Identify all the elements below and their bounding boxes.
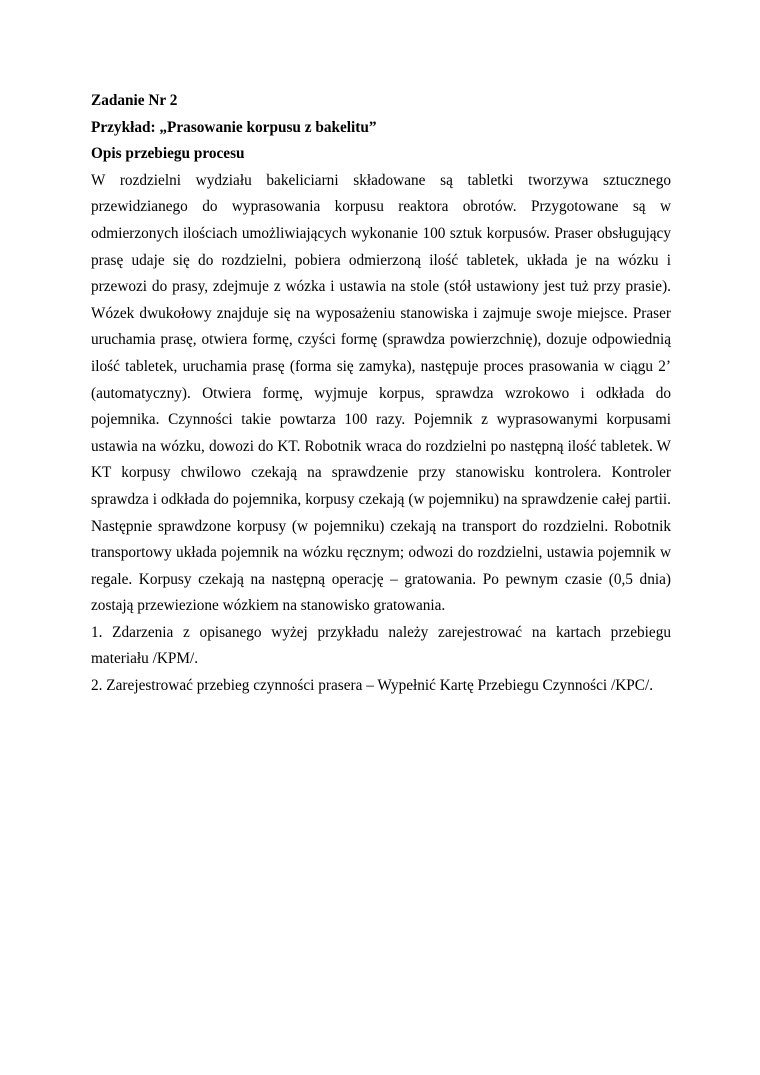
task-title: Zadanie Nr 2	[91, 92, 178, 109]
document-content	[91, 88, 671, 700]
process-description: W rozdzielni wydziału bakeliciarni składowane są tabletki tworzywa sztucznego przewidzianego do wyprasowania korpusu reaktora obrotów. Przygotowane są w odmierzonych ilościach umożliwiających wykonanie 100 sztuk korpusów. Praser obsługujący prasę udaje się do rozdzielni, pobiera odmierzoną ilość tabletek, układa je na wózku i przewozi do prasy, zdejmuje z wózka i ustawia na stole (stół ustawiony jest tuż przy prasie). Wózek dwukołowy znajduje się na wyposażeniu stanowiska i zajmuje swoje miejsce. Praser uruchamia prasę, otwiera formę, czyści formę (sprawdza powierzchnię), dozuje odpowiednią ilość tabletek, uruchamia prasę (forma się zamyka), następuje proces prasowania w ciągu 2’ (automatyczny). Otwiera formę, wyjmuje korpus, sprawdza wzrokowo i odkłada do pojemnika. Czynności takie powtarza 100 razy. Pojemnik z wyprasowanymi korpusami ustawia na wózku, dowozi do KT. Robotnik wraca do rozdzielni po następną ilość tabletek. W KT korpusy chwilowo czekają na sprawdzenie przy stanowisku kontrolera. Kontroler sprawdza i odkłada do pojemnika, korpusy czekają (w pojemniku) na sprawdzenie całej partii. Następnie sprawdzone korpusy (w pojemniku) czekają na transport do rozdzielni. Robotnik transportowy układa pojemnik na wózku ręcznym; odwozi do rozdzielni, ustawia pojemnik w regale. Korpusy czekają na następną operację – gratowania. Po pewnym czasie (0,5 dnia) zostają przewiezione wózkiem na stanowisko gratowania.	[91, 171, 671, 615]
example-title: Przykład: „Prasowanie korpusu z bakelitu”	[91, 118, 377, 136]
task-item-2: 2. Zarejestrować przebieg czynności prasera – Wypełnić Kartę Przebiegu Czynności /KPC/.	[91, 677, 654, 695]
section-title: Opis przebiegu procesu	[91, 145, 245, 163]
task-item-1: 1. Zdarzenia z opisanego wyżej przykładu należy zarejestrować na kartach przebiegu materiału /KPM/.	[91, 623, 671, 668]
